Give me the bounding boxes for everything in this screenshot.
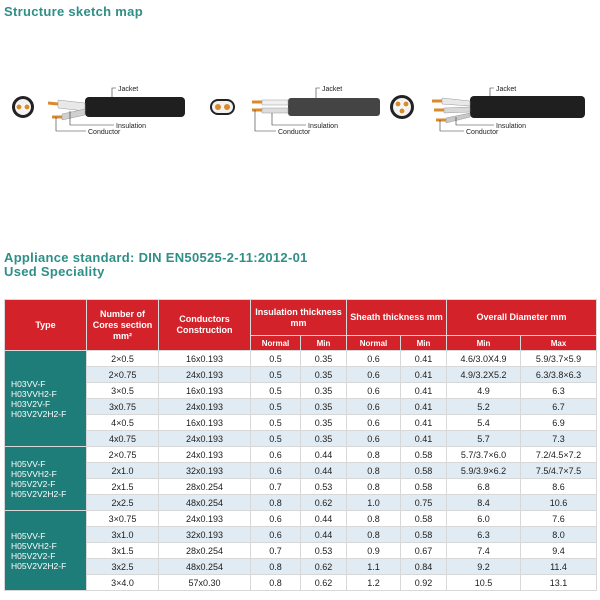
- cell-sheath-normal: 0.6: [347, 383, 401, 399]
- cell-insulation-min: 0.53: [301, 479, 347, 495]
- cell-diameter-min: 5.4: [447, 415, 521, 431]
- cell-sheath-min: 0.75: [401, 495, 447, 511]
- cell-diameter-min: 4.9/3.2X5.2: [447, 367, 521, 383]
- header-type: Type: [5, 300, 87, 351]
- cell-conductors: 24x0.193: [159, 399, 251, 415]
- cell-cores: 4x0.75: [87, 431, 159, 447]
- cable-3-jacket: [470, 96, 585, 118]
- structure-heading: Structure sketch map: [4, 4, 143, 19]
- cell-conductors: 28x0.254: [159, 543, 251, 559]
- cell-diameter-max: 10.6: [521, 495, 597, 511]
- type-cell: [5, 351, 87, 447]
- cell-sheath-min: 0.41: [401, 415, 447, 431]
- type-name: H05V2V2-F: [11, 550, 56, 561]
- cell-insulation-normal: 0.7: [251, 479, 301, 495]
- cell-diameter-max: 6.3: [521, 383, 597, 399]
- cell-diameter-min: 10.5: [447, 575, 521, 591]
- jacket-label: Jacket: [322, 86, 343, 93]
- cell-insulation-normal: 0.6: [251, 511, 301, 527]
- cell-sheath-normal: 0.8: [347, 511, 401, 527]
- cell-insulation-min: 0.35: [301, 383, 347, 399]
- table-row: [5, 559, 597, 575]
- header-insulation: Insulation thickness mm: [251, 300, 347, 336]
- table-row: [5, 431, 597, 447]
- cell-sheath-normal: 0.6: [347, 399, 401, 415]
- table-row: [5, 543, 597, 559]
- cell-diameter-min: 8.4: [447, 495, 521, 511]
- cross-section-core: [399, 108, 405, 114]
- cell-insulation-normal: 0.6: [251, 447, 301, 463]
- leader-line: [316, 88, 320, 98]
- type-cell: [5, 447, 87, 511]
- cell-sheath-normal: 0.6: [347, 431, 401, 447]
- spec-table-body: [5, 351, 597, 591]
- cell-sheath-normal: 0.9: [347, 543, 401, 559]
- cell-sheath-min: 0.92: [401, 575, 447, 591]
- insulation-label: Insulation: [496, 123, 526, 130]
- cell-diameter-min: 5.7/3.7×6.0: [447, 447, 521, 463]
- cable-2-cross-section: [210, 99, 235, 115]
- cell-insulation-min: 0.44: [301, 463, 347, 479]
- cell-cores: 2×0.75: [87, 447, 159, 463]
- cell-diameter-min: 4.6/3.0X4.9: [447, 351, 521, 367]
- cell-insulation-normal: 0.8: [251, 575, 301, 591]
- cell-diameter-max: 5.9/3.7×5.9: [521, 351, 597, 367]
- cell-insulation-min: 0.35: [301, 431, 347, 447]
- cell-sheath-min: 0.41: [401, 431, 447, 447]
- table-row: [5, 399, 597, 415]
- cell-diameter-max: 11.4: [521, 559, 597, 575]
- cross-section-core: [16, 104, 22, 110]
- cross-section-core: [403, 101, 409, 107]
- cable-2-insulation: [262, 108, 288, 113]
- cell-diameter-min: 5.2: [447, 399, 521, 415]
- table-row: [5, 575, 597, 591]
- cell-sheath-normal: 0.6: [347, 415, 401, 431]
- cell-cores: 2x1.5: [87, 479, 159, 495]
- cell-diameter-max: 7.5/4.7×7.5: [521, 463, 597, 479]
- cell-insulation-normal: 0.5: [251, 367, 301, 383]
- cell-sheath-min: 0.58: [401, 447, 447, 463]
- cell-insulation-normal: 0.7: [251, 543, 301, 559]
- cell-sheath-min: 0.58: [401, 463, 447, 479]
- type-name: H03VV-F: [11, 378, 46, 389]
- subheader-normal: Normal: [347, 336, 401, 351]
- conductor-label: Conductor: [278, 129, 311, 136]
- cell-sheath-normal: 1.2: [347, 575, 401, 591]
- cross-section-core: [24, 104, 30, 110]
- table-row: [5, 511, 597, 527]
- cell-insulation-min: 0.44: [301, 527, 347, 543]
- cable-1-conductor: [48, 103, 58, 104]
- cell-cores: 3×0.75: [87, 511, 159, 527]
- cell-insulation-min: 0.53: [301, 543, 347, 559]
- cell-diameter-max: 7.6: [521, 511, 597, 527]
- table-row: [5, 447, 597, 463]
- type-name: H05VVH2-F: [11, 540, 57, 551]
- cell-sheath-normal: 1.0: [347, 495, 401, 511]
- cell-insulation-min: 0.35: [301, 351, 347, 367]
- cable-1-jacket: [85, 97, 185, 117]
- cross-section-core: [224, 104, 230, 110]
- cable-2-group: [210, 86, 380, 136]
- cell-conductors: 24x0.193: [159, 367, 251, 383]
- cell-insulation-normal: 0.5: [251, 383, 301, 399]
- cable-2-insulation: [262, 100, 288, 105]
- cell-sheath-min: 0.84: [401, 559, 447, 575]
- cell-conductors: 24x0.193: [159, 431, 251, 447]
- cell-insulation-normal: 0.6: [251, 463, 301, 479]
- cell-diameter-max: 13.1: [521, 575, 597, 591]
- cell-cores: 2x1.0: [87, 463, 159, 479]
- cell-diameter-min: 5.9/3.9×6.2: [447, 463, 521, 479]
- cell-sheath-normal: 0.8: [347, 463, 401, 479]
- type-name: H03V2V-F: [11, 398, 51, 409]
- subheader-min: Min: [401, 336, 447, 351]
- table-row: [5, 415, 597, 431]
- header-overall: Overall Diameter mm: [447, 300, 597, 336]
- cell-insulation-normal: 0.6: [251, 527, 301, 543]
- cell-sheath-normal: 0.8: [347, 447, 401, 463]
- cell-insulation-min: 0.44: [301, 447, 347, 463]
- cell-insulation-normal: 0.5: [251, 351, 301, 367]
- type-name: H05VV-F: [11, 530, 46, 541]
- cable-1-group: [12, 86, 185, 136]
- conductor-label: Conductor: [88, 129, 121, 136]
- type-name: H05V2V2-F: [11, 478, 56, 489]
- cell-conductors: 48x0.254: [159, 495, 251, 511]
- table-row: [5, 351, 597, 367]
- cell-sheath-min: 0.41: [401, 383, 447, 399]
- cell-cores: 3x0.75: [87, 399, 159, 415]
- cable-3-insulation: [442, 98, 470, 106]
- leader-line: [56, 117, 86, 131]
- cell-insulation-min: 0.62: [301, 559, 347, 575]
- table-row: [5, 495, 597, 511]
- cell-insulation-normal: 0.5: [251, 399, 301, 415]
- cell-diameter-min: 4.9: [447, 383, 521, 399]
- cell-diameter-min: 6.8: [447, 479, 521, 495]
- cell-conductors: 28x0.254: [159, 479, 251, 495]
- table-row: [5, 367, 597, 383]
- cell-sheath-min: 0.67: [401, 543, 447, 559]
- spec-table: [4, 299, 597, 591]
- cell-insulation-min: 0.62: [301, 575, 347, 591]
- cable-3-cross-section: [390, 95, 414, 119]
- cell-cores: 3x2.5: [87, 559, 159, 575]
- cell-cores: 4×0.5: [87, 415, 159, 431]
- jacket-label: Jacket: [496, 86, 517, 93]
- cell-conductors: 16x0.193: [159, 351, 251, 367]
- table-row: [5, 527, 597, 543]
- cell-sheath-min: 0.41: [401, 367, 447, 383]
- cell-conductors: 16x0.193: [159, 383, 251, 399]
- table-row: [5, 383, 597, 399]
- cell-cores: 2×0.75: [87, 367, 159, 383]
- cell-diameter-min: 7.4: [447, 543, 521, 559]
- leader-line: [112, 88, 116, 97]
- used-speciality-heading: Used Speciality: [4, 264, 105, 279]
- leader-line: [490, 88, 494, 96]
- cell-diameter-max: 6.3/3.8×6.3: [521, 367, 597, 383]
- cell-sheath-normal: 0.8: [347, 527, 401, 543]
- cell-conductors: 32x0.193: [159, 463, 251, 479]
- cross-section-core: [395, 101, 401, 107]
- table-row: [5, 463, 597, 479]
- type-name: H05V2V2H2-F: [11, 560, 67, 571]
- conductor-label: Conductor: [466, 129, 499, 136]
- cell-conductors: 24x0.193: [159, 447, 251, 463]
- cell-sheath-normal: 0.8: [347, 479, 401, 495]
- subheader-min: Min: [447, 336, 521, 351]
- cell-diameter-min: 9.2: [447, 559, 521, 575]
- cell-insulation-normal: 0.5: [251, 415, 301, 431]
- cell-sheath-min: 0.58: [401, 527, 447, 543]
- cell-diameter-min: 6.3: [447, 527, 521, 543]
- cross-section-core: [215, 104, 221, 110]
- cell-conductors: 48x0.254: [159, 559, 251, 575]
- type-name: H05VV-F: [11, 458, 46, 469]
- cell-insulation-normal: 0.5: [251, 431, 301, 447]
- header-cores: Number of Cores section mm²: [87, 300, 159, 351]
- cable-3-insulation: [444, 107, 470, 113]
- type-name: H05V2V2H2-F: [11, 488, 67, 499]
- cell-insulation-normal: 0.8: [251, 495, 301, 511]
- cell-cores: 3×4.0: [87, 575, 159, 591]
- header-sheath: Sheath thickness mm: [347, 300, 447, 336]
- cell-cores: 3×0.5: [87, 383, 159, 399]
- cell-sheath-normal: 0.6: [347, 351, 401, 367]
- cell-insulation-min: 0.35: [301, 367, 347, 383]
- cell-sheath-min: 0.58: [401, 511, 447, 527]
- cell-cores: 2x2.5: [87, 495, 159, 511]
- type-name: H03VVH2-F: [11, 388, 57, 399]
- cell-insulation-min: 0.62: [301, 495, 347, 511]
- cell-sheath-min: 0.41: [401, 351, 447, 367]
- cell-conductors: 16x0.193: [159, 415, 251, 431]
- cell-diameter-max: 8.6: [521, 479, 597, 495]
- standard-heading: Appliance standard: DIN EN50525-2-11:2012-01: [4, 250, 308, 265]
- insulation-label: Insulation: [116, 123, 146, 130]
- cell-diameter-min: 5.7: [447, 431, 521, 447]
- cell-sheath-min: 0.58: [401, 479, 447, 495]
- cable-2-jacket: [288, 98, 380, 116]
- cell-diameter-max: 7.2/4.5×7.2: [521, 447, 597, 463]
- type-name: H05VVH2-F: [11, 468, 57, 479]
- cell-insulation-min: 0.35: [301, 415, 347, 431]
- cell-conductors: 57x0.30: [159, 575, 251, 591]
- cell-sheath-min: 0.41: [401, 399, 447, 415]
- cell-cores: 2×0.5: [87, 351, 159, 367]
- cable-3-insulation: [446, 113, 470, 123]
- cell-conductors: 32x0.193: [159, 527, 251, 543]
- cell-cores: 3x1.5: [87, 543, 159, 559]
- cell-diameter-max: 8.0: [521, 527, 597, 543]
- cell-insulation-normal: 0.8: [251, 559, 301, 575]
- table-row: [5, 479, 597, 495]
- jacket-label: Jacket: [118, 86, 139, 93]
- cell-cores: 3x1.0: [87, 527, 159, 543]
- cell-diameter-max: 9.4: [521, 543, 597, 559]
- type-name: H03V2V2H2-F: [11, 408, 67, 419]
- cell-diameter-min: 6.0: [447, 511, 521, 527]
- insulation-label: Insulation: [308, 123, 338, 130]
- cell-sheath-normal: 1.1: [347, 559, 401, 575]
- cell-insulation-min: 0.44: [301, 511, 347, 527]
- cell-insulation-min: 0.35: [301, 399, 347, 415]
- cable-1-insulation: [58, 100, 85, 111]
- cell-diameter-max: 6.7: [521, 399, 597, 415]
- subheader-min: Min: [301, 336, 347, 351]
- subheader-normal: Normal: [251, 336, 301, 351]
- cell-conductors: 24x0.193: [159, 511, 251, 527]
- cell-diameter-max: 7.3: [521, 431, 597, 447]
- cell-sheath-normal: 0.6: [347, 367, 401, 383]
- cell-diameter-max: 6.9: [521, 415, 597, 431]
- type-cell: [5, 511, 87, 591]
- subheader-max: Max: [521, 336, 597, 351]
- cable-3-group: [390, 86, 585, 136]
- cable-structure-diagram: [0, 70, 600, 150]
- header-conductors: Conductors Construction: [159, 300, 251, 351]
- cable-1-insulation: [62, 109, 85, 120]
- cable-1-cross-section: [12, 96, 34, 118]
